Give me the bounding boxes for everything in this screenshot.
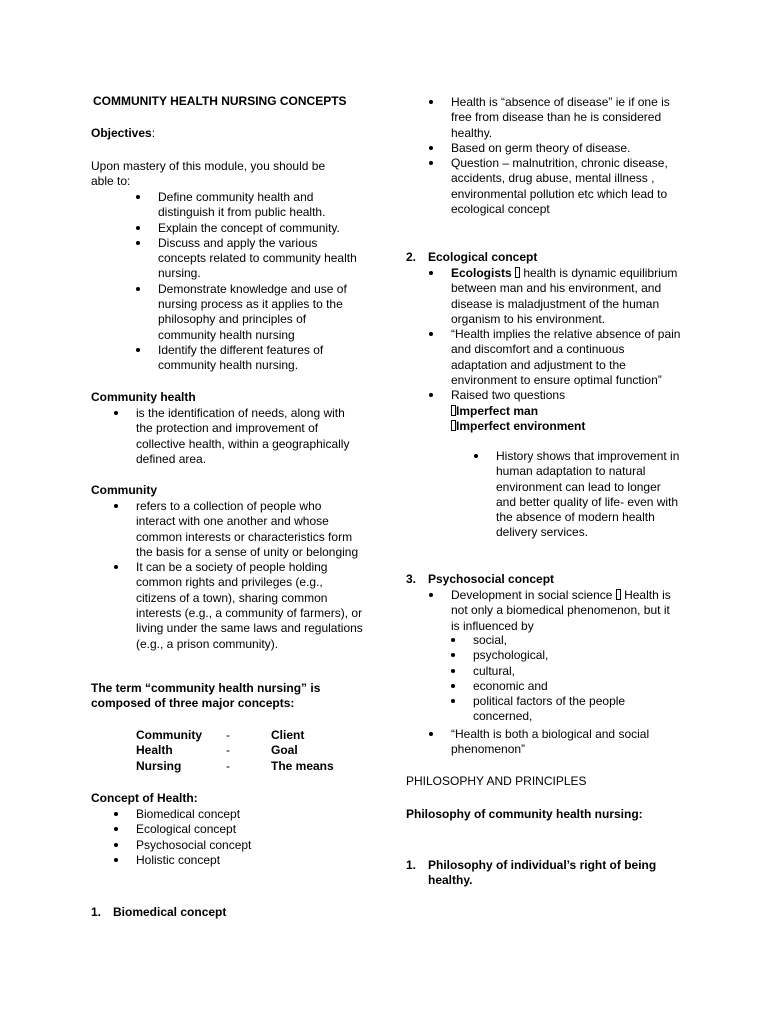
- concept-row: [136, 728, 376, 743]
- concepts-table: [136, 728, 376, 774]
- list-item: Explain the concept of community.: [158, 221, 363, 236]
- intro-text: Upon mastery of this module, you should be able to:: [91, 159, 326, 189]
- section-number: 1.: [91, 905, 102, 919]
- list-item: Psychosocial concept: [136, 838, 356, 853]
- list-item: [451, 388, 681, 434]
- list-item: Health is “absence of disease” ie if one is free from disease than he is considered healthy.: [451, 95, 679, 141]
- list-item: social,: [473, 633, 673, 648]
- concept-term: Community: [136, 728, 202, 742]
- concept-of-health-heading: Concept of Health:: [91, 791, 198, 805]
- concept-meaning: The means: [271, 758, 334, 773]
- list-item: psychological,: [473, 648, 673, 663]
- section-number: 1.: [406, 858, 417, 872]
- imperfect-environment-line: [451, 419, 681, 434]
- term-statement: The term “community health nursing” is composed of three major concepts:: [91, 681, 321, 711]
- ecological-heading: Ecological concept: [428, 250, 538, 264]
- list-item: Holistic concept: [136, 853, 356, 868]
- list-item: Demonstrate knowledge and use of nursing process as it applies to the philosophy and principles of community health nursing: [158, 282, 363, 343]
- list-item: Biomedical concept: [136, 807, 356, 822]
- psychosocial-lead-b: Health is not only a biomedical phenomenon, but it is influenced by: [451, 588, 671, 633]
- document-title: COMMUNITY HEALTH NURSING CONCEPTS: [93, 94, 347, 108]
- concept-term: Health: [136, 743, 173, 758]
- concept-dash: -: [226, 758, 230, 773]
- community-list: [136, 499, 364, 652]
- list-item: is the identification of needs, along with the protection and improvement of collective health, within a geographically defined area.: [136, 406, 361, 467]
- psychosocial-list: [451, 588, 681, 634]
- list-item: History shows that improvement in human adaptation to natural environment can lead to longer and better quality of life- even with the absence of modern health delivery services.: [496, 449, 680, 540]
- list-item: [451, 588, 681, 634]
- list-item: [451, 266, 681, 327]
- list-item: refers to a collection of people who interact with one another and whose common interests or characteristics form the basis for a sense of unity or belonging: [136, 499, 364, 560]
- concept-row: [136, 743, 376, 758]
- ecologists-label: Ecologists: [451, 266, 516, 280]
- concept-term: Nursing: [136, 758, 182, 773]
- section-number: 3.: [406, 572, 417, 586]
- objectives-list: [158, 190, 363, 374]
- concept-meaning: Goal: [271, 743, 298, 758]
- biomedical-heading: Biomedical concept: [113, 905, 227, 919]
- list-item: “Health is both a biological and social phenomenon”: [451, 727, 681, 758]
- community-heading: Community: [91, 483, 157, 497]
- list-item: Based on germ theory of disease.: [451, 141, 679, 156]
- psychosocial-heading: Psychosocial concept: [428, 572, 555, 586]
- list-item: Ecological concept: [136, 822, 356, 837]
- concept-dash: -: [226, 743, 230, 758]
- imperfect-man-line: [451, 404, 681, 419]
- psychosocial-factors-list: [473, 633, 673, 725]
- list-item: It can be a society of people holding common rights and privileges (e.g., citizens of a town), sharing common interests (e.g., a community of farmers), or living under the same laws and regulations (e.g., a prison community).: [136, 560, 363, 651]
- list-item: “Health implies the relative absence of pain and discomfort and a continuous adaptation and adjustment to the environment to ensure optimal function”: [451, 327, 681, 388]
- psychosocial-lead-a: Development in social science: [451, 588, 616, 602]
- community-health-list: [136, 406, 361, 467]
- section-number: 2.: [406, 250, 417, 264]
- imperfect-environment: Imperfect environment: [456, 418, 586, 433]
- imperfect-man: Imperfect man: [456, 403, 539, 418]
- list-item: Discuss and apply the various concepts related to community health nursing.: [158, 236, 363, 282]
- community-health-heading: Community health: [91, 390, 196, 404]
- objectives-heading-line: [91, 126, 155, 141]
- concept-meaning: Client: [271, 728, 305, 742]
- concept-dash: -: [226, 728, 230, 742]
- philosophy-principles-heading: PHILOSOPHY AND PRINCIPLES: [406, 774, 587, 788]
- list-item: cultural,: [473, 664, 673, 679]
- list-item: Define community health and distinguish it from public health.: [158, 190, 363, 221]
- objectives-colon: :: [151, 126, 156, 140]
- list-item: economic and: [473, 679, 673, 694]
- ecologists-text: health is dynamic equilibrium between man and his environment, and disease is maladjustment of the human organism to his environment.: [451, 266, 678, 326]
- list-item: Question – malnutrition, chronic disease, accidents, drug abuse, mental illness , environmental pollution etc which lead to ecological concept: [451, 156, 679, 217]
- objectives-heading: Objectives: [91, 126, 152, 140]
- concept-row: [136, 759, 376, 774]
- biomedical-list: [451, 95, 679, 217]
- philosophy-heading: Philosophy of community health nursing:: [406, 807, 643, 821]
- concept-of-health-list: [136, 807, 356, 868]
- list-item: political factors of the people concerned,: [473, 694, 673, 725]
- philosophy-item: Philosophy of individual’s right of being healthy.: [428, 858, 657, 888]
- philosophy-item-line: [406, 858, 696, 889]
- history-list: [496, 449, 681, 541]
- list-item: Identify the different features of community health nursing.: [158, 343, 363, 374]
- raised-questions: Raised two questions: [451, 388, 566, 403]
- psychosocial-quote-list: [451, 727, 681, 758]
- ecological-list: [451, 266, 681, 434]
